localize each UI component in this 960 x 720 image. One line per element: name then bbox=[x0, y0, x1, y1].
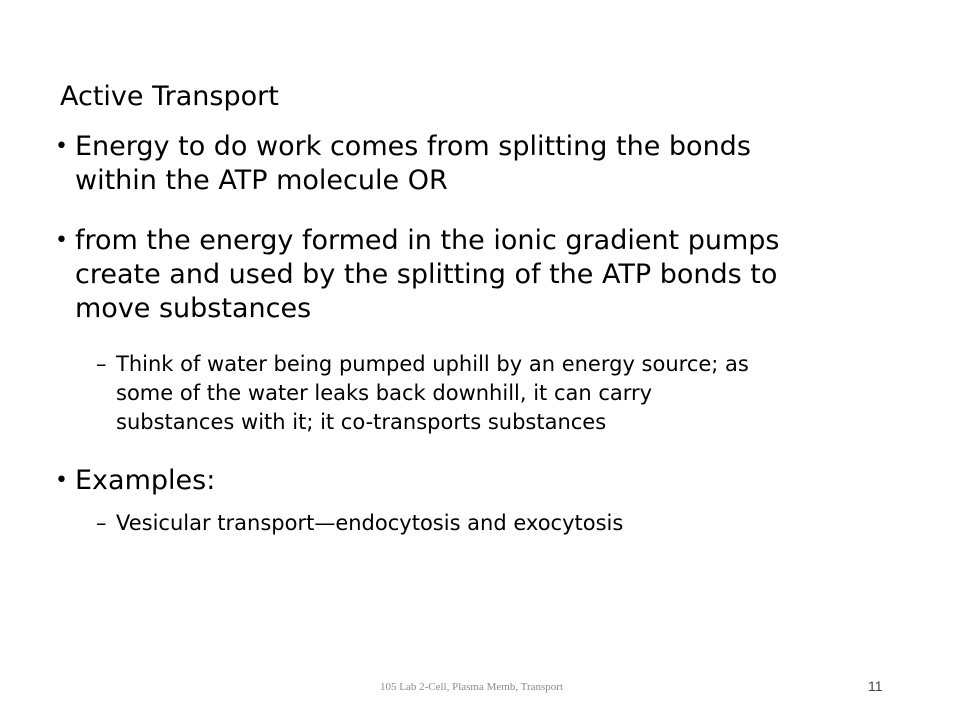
sub-bullet-text-line: Think of water being pumped uphill by an energy source; as bbox=[116, 352, 749, 376]
sub-bullet-text-line: substances with it; it co-transports substances bbox=[116, 410, 607, 434]
sub-bullet-item-vesicular-transport bbox=[96, 509, 896, 538]
bullet-text-line: Energy to do work comes from splitting the bonds bbox=[75, 131, 751, 162]
bullet-marker: • bbox=[55, 468, 68, 493]
slide-heading: Active Transport bbox=[60, 81, 279, 112]
slide-footer: 105 Lab 2-Cell, Plasma Memb, Transport bbox=[380, 681, 564, 693]
page-number: 11 bbox=[868, 678, 883, 694]
sub-bullet-marker: – bbox=[96, 352, 107, 376]
bullet-marker: • bbox=[55, 134, 68, 159]
bullet-item-ionic-gradient bbox=[55, 224, 895, 326]
bullet-marker: • bbox=[55, 228, 68, 253]
bullet-text-line: within the ATP molecule OR bbox=[75, 165, 448, 196]
bullet-text-line: create and used by the splitting of the ATP bonds to bbox=[75, 259, 778, 290]
sub-bullet-text-line: Vesicular transport—endocytosis and exocytosis bbox=[116, 511, 624, 535]
bullet-item-examples bbox=[55, 464, 895, 498]
sub-bullet-marker: – bbox=[96, 511, 107, 535]
sub-bullet-text-line: some of the water leaks back downhill, it can carry bbox=[116, 381, 653, 405]
bullet-text-line: move substances bbox=[75, 293, 312, 324]
bullet-text-line: from the energy formed in the ionic gradient pumps bbox=[75, 225, 780, 256]
bullet-text-line: Examples: bbox=[75, 465, 216, 496]
sub-bullet-item-water-analogy bbox=[96, 350, 896, 437]
bullet-item-energy bbox=[55, 130, 895, 198]
